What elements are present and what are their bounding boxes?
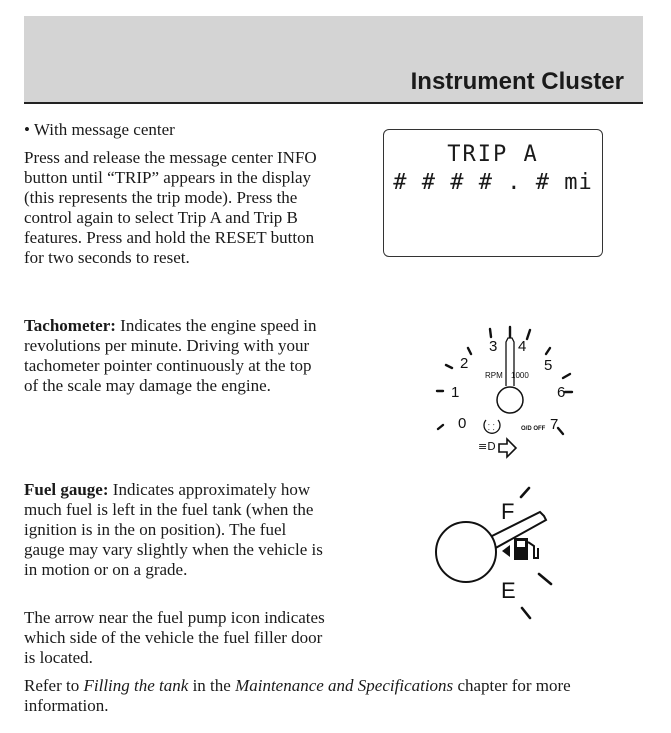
refer-suffix: chapter for more information. [24,676,571,715]
trip-display [383,129,603,257]
tach-label-5: 5 [544,357,553,374]
fuel-gauge-term: Fuel gauge: [24,480,109,499]
fuel-door-side-arrow-icon [502,545,510,557]
maintenance-specifications-reference: Maintenance and Specifications [235,676,454,695]
tach-label-4: 4 [518,338,527,355]
page-header [24,16,643,104]
fuel-gauge-paragraph [24,480,329,580]
tach-label-1: 1 [451,384,460,401]
svg-text:≡D: ≡D [478,440,496,453]
tach-label-2: 2 [460,355,469,372]
refer-middle: in the [188,676,236,695]
svg-text:⸬: ⸬ [488,423,495,432]
traction-warning-icon [484,420,500,433]
bullet-message-center: • With message center [24,120,175,139]
refer-paragraph [24,676,624,716]
trip-display-reading: # # # # . # mi [393,170,593,195]
tach-label-3: 3 [489,338,498,355]
od-off-indicator-label: O/D OFF [521,426,546,432]
arrow-note-paragraph: The arrow near the fuel pump icon indicates which side of the vehicle the fuel filler door is located. [24,608,325,667]
tach-label-0: 0 [458,415,467,432]
fuel-empty-label: E [501,578,516,603]
headlamp-indicator-icon [478,440,496,453]
filling-the-tank-reference: Filling the tank [83,676,189,695]
fuel-pump-icon [514,538,538,560]
trip-display-mode: TRIP A [447,142,539,167]
tachometer-term: Tachometer: [24,316,116,335]
fuel-full-label: F [501,499,515,524]
fuel-gauge-text: Indicates approximately how much fuel is left in the fuel tank (when the ignition is in the on position). The fuel gauge may vary slightly when the vehicle is in motion or on a grade. [24,480,323,579]
tachometer-text: Indicates the engine speed in revolutions per minute. Driving with your tachometer pointer continuously at the top of the scale may damage the engine. [24,316,317,395]
turn-signal-arrow-icon [499,439,516,457]
tachometer-paragraph [24,316,320,396]
refer-prefix: Refer to [24,676,84,695]
tachometer-illustration [420,320,590,470]
tach-label-6: 6 [557,384,566,401]
rpm-multiplier-label: 1000 [511,371,529,380]
rpm-label: RPM [485,371,503,380]
tach-label-7: 7 [550,416,559,433]
page-title: Instrument Cluster [410,68,624,95]
fuel-gauge-illustration [430,480,570,625]
message-center-paragraph: Press and release the message center INFO button until “TRIP” appears in the display (this represents the trip mode). Press the control again to select Trip A and Trip B features. Press and hold the RESET button for two seconds to reset. [24,148,317,267]
